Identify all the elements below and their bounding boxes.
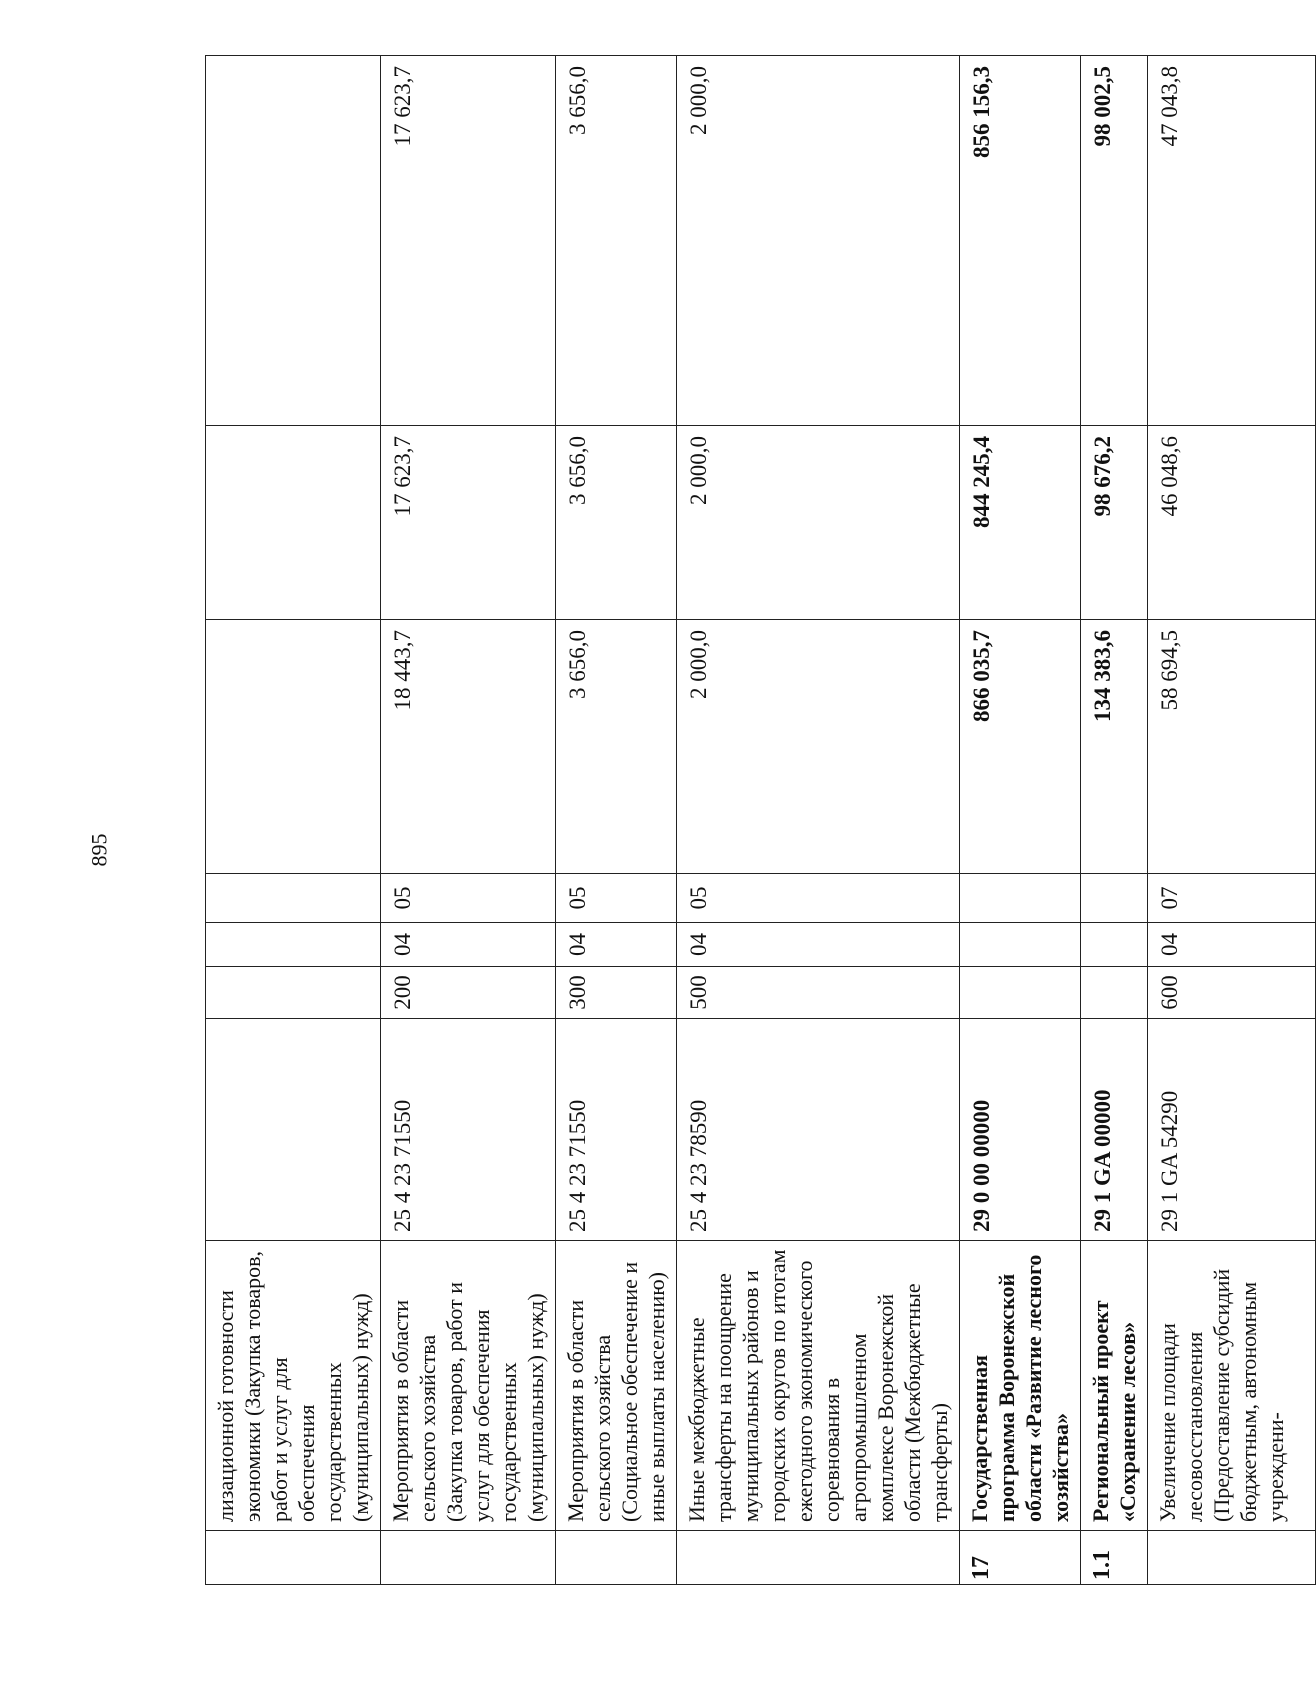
row-vr <box>960 967 1081 1019</box>
row-name: Региональный проект «Сохранение лесов» <box>1081 1241 1148 1531</box>
row-vr: 200 <box>381 967 556 1019</box>
row-value-3: 2 000,0 <box>677 56 960 426</box>
table-row <box>1148 56 1316 1585</box>
row-value-1 <box>206 620 381 874</box>
row-name: лизационной готовности экономики (Закупка товаров, работ и услуг для обеспечения государственных (муниципальных) нужд) <box>206 1241 381 1531</box>
row-value-1: 134 383,6 <box>1081 620 1148 874</box>
row-id <box>556 1531 677 1585</box>
row-code <box>206 1019 381 1241</box>
row-id <box>206 1531 381 1585</box>
page-number: 895 <box>86 833 111 867</box>
row-rz: 04 <box>677 923 960 967</box>
row-code: 29 0 00 00000 <box>960 1019 1081 1241</box>
row-vr: 600 <box>1148 967 1316 1019</box>
row-id <box>677 1531 960 1585</box>
row-value-1: 58 694,5 <box>1148 620 1316 874</box>
row-value-3: 17 623,7 <box>381 56 556 426</box>
row-pr: 07 <box>1148 874 1316 923</box>
budget-table-rotated <box>205 66 1288 1585</box>
row-pr: 05 <box>556 874 677 923</box>
table-row <box>1081 56 1148 1585</box>
row-vr: 300 <box>556 967 677 1019</box>
row-rz <box>1081 923 1148 967</box>
row-name: Мероприятия в области сельского хозяйства (Закупка товаров, работ и услуг для обеспечения государственных (муниципальных) нужд) <box>381 1241 556 1531</box>
row-vr <box>206 967 381 1019</box>
row-value-1: 866 035,7 <box>960 620 1081 874</box>
row-value-2 <box>206 426 381 620</box>
row-code: 25 4 23 78590 <box>677 1019 960 1241</box>
row-id: 1.1 <box>1081 1531 1148 1585</box>
row-rz: 04 <box>556 923 677 967</box>
row-value-2: 98 676,2 <box>1081 426 1148 620</box>
row-value-2: 3 656,0 <box>556 426 677 620</box>
row-pr <box>960 874 1081 923</box>
row-vr: 500 <box>677 967 960 1019</box>
row-pr: 05 <box>677 874 960 923</box>
row-pr: 05 <box>381 874 556 923</box>
row-value-3 <box>206 56 381 426</box>
row-value-1: 18 443,7 <box>381 620 556 874</box>
row-name: Мероприятия в области сельского хозяйства (Социальное обеспечение и иные выплаты населению) <box>556 1241 677 1531</box>
row-vr <box>1081 967 1148 1019</box>
table-row <box>381 56 556 1585</box>
budget-table <box>205 55 1316 1585</box>
row-rz: 04 <box>1148 923 1316 967</box>
row-rz <box>960 923 1081 967</box>
row-value-2: 17 623,7 <box>381 426 556 620</box>
row-code: 29 1 GA 54290 <box>1148 1019 1316 1241</box>
row-name: Государственная программа Воронежской области «Развитие лесного хозяйства» <box>960 1241 1081 1531</box>
row-code: 25 4 23 71550 <box>381 1019 556 1241</box>
row-value-2: 46 048,6 <box>1148 426 1316 620</box>
row-value-2: 844 245,4 <box>960 426 1081 620</box>
row-value-1: 2 000,0 <box>677 620 960 874</box>
row-value-2: 2 000,0 <box>677 426 960 620</box>
row-code: 29 1 GA 00000 <box>1081 1019 1148 1241</box>
table-row <box>677 56 960 1585</box>
table-row <box>556 56 677 1585</box>
table-row <box>206 56 381 1585</box>
row-id <box>1148 1531 1316 1585</box>
row-pr <box>206 874 381 923</box>
row-value-3: 856 156,3 <box>960 56 1081 426</box>
row-code: 25 4 23 71550 <box>556 1019 677 1241</box>
row-value-3: 98 002,5 <box>1081 56 1148 426</box>
row-rz <box>206 923 381 967</box>
row-id <box>381 1531 556 1585</box>
row-rz: 04 <box>381 923 556 967</box>
row-pr <box>1081 874 1148 923</box>
row-name: Иные межбюджетные трансферты на поощрение муниципальных районов и городских округов по итогам ежегодного экономического соревнования в агропромышленном комплексе Воронежской области (Межбюджетные трансферты) <box>677 1241 960 1531</box>
row-value-3: 3 656,0 <box>556 56 677 426</box>
table-row <box>960 56 1081 1585</box>
row-value-1: 3 656,0 <box>556 620 677 874</box>
row-value-3: 47 043,8 <box>1148 56 1316 426</box>
row-id: 17 <box>960 1531 1081 1585</box>
row-name: Увеличение площади лесовосстановления (Предоставление субсидий бюджетным, автономным учреждени- <box>1148 1241 1316 1531</box>
